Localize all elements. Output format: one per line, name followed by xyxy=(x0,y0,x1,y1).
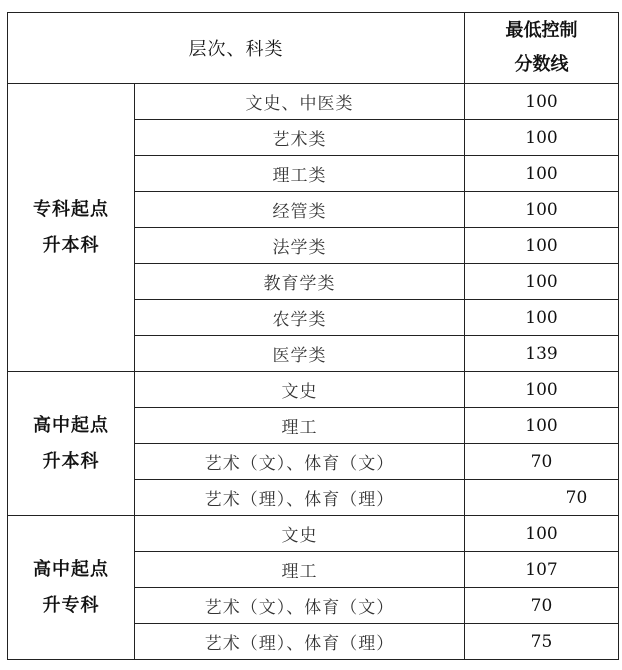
score-cell: 100 xyxy=(465,300,619,336)
category-cell: 文史 xyxy=(135,372,465,408)
category-cell: 教育学类 xyxy=(135,264,465,300)
header-min-score xyxy=(465,13,619,84)
category-cell: 农学类 xyxy=(135,300,465,336)
header-min-score-line1: 最低控制 xyxy=(505,20,578,41)
score-cell: 100 xyxy=(465,120,619,156)
category-cell: 文史 xyxy=(135,516,465,552)
level-cell xyxy=(8,516,135,660)
score-value: 70 xyxy=(565,487,588,508)
category-cell: 艺术类 xyxy=(135,120,465,156)
score-cell: 107 xyxy=(465,552,619,588)
score-cell: 139 xyxy=(465,336,619,372)
category-cell: 艺术（理）、体育（理） xyxy=(135,480,465,516)
score-cell: 100 xyxy=(465,372,619,408)
table-row xyxy=(8,516,619,552)
score-cell: 100 xyxy=(465,516,619,552)
category-cell: 文史、中医类 xyxy=(135,84,465,120)
score-cell: 100 xyxy=(465,408,619,444)
level-label-line1: 高中起点 xyxy=(33,558,109,580)
header-level-category-text: 层次、科类 xyxy=(188,39,284,60)
score-table xyxy=(7,12,619,660)
score-cell: 100 xyxy=(465,156,619,192)
level-label-line1: 高中起点 xyxy=(33,414,109,436)
header-min-score-line2: 分数线 xyxy=(514,54,569,75)
score-cell: 100 xyxy=(465,192,619,228)
score-cell: 75 xyxy=(465,624,619,660)
table-row xyxy=(8,84,619,120)
level-cell xyxy=(8,372,135,516)
level-cell xyxy=(8,84,135,372)
score-cell: 70 xyxy=(465,588,619,624)
table-row xyxy=(8,372,619,408)
category-cell: 理工 xyxy=(135,408,465,444)
score-cell xyxy=(465,480,619,516)
category-cell: 艺术（文）、体育（文） xyxy=(135,588,465,624)
score-cell: 100 xyxy=(465,264,619,300)
category-cell: 艺术（理）、体育（理） xyxy=(135,624,465,660)
header-level-category xyxy=(8,13,465,84)
header-row xyxy=(8,13,619,84)
category-cell: 法学类 xyxy=(135,228,465,264)
category-cell: 经管类 xyxy=(135,192,465,228)
category-cell: 理工类 xyxy=(135,156,465,192)
category-cell: 医学类 xyxy=(135,336,465,372)
level-label-line1: 专科起点 xyxy=(33,198,109,220)
score-cell: 70 xyxy=(465,444,619,480)
level-label-line2: 升本科 xyxy=(42,450,100,472)
category-cell: 理工 xyxy=(135,552,465,588)
category-cell: 艺术（文）、体育（文） xyxy=(135,444,465,480)
score-cell: 100 xyxy=(465,228,619,264)
level-label-line2: 升专科 xyxy=(42,594,100,616)
score-cell: 100 xyxy=(465,84,619,120)
level-label-line2: 升本科 xyxy=(42,234,100,256)
